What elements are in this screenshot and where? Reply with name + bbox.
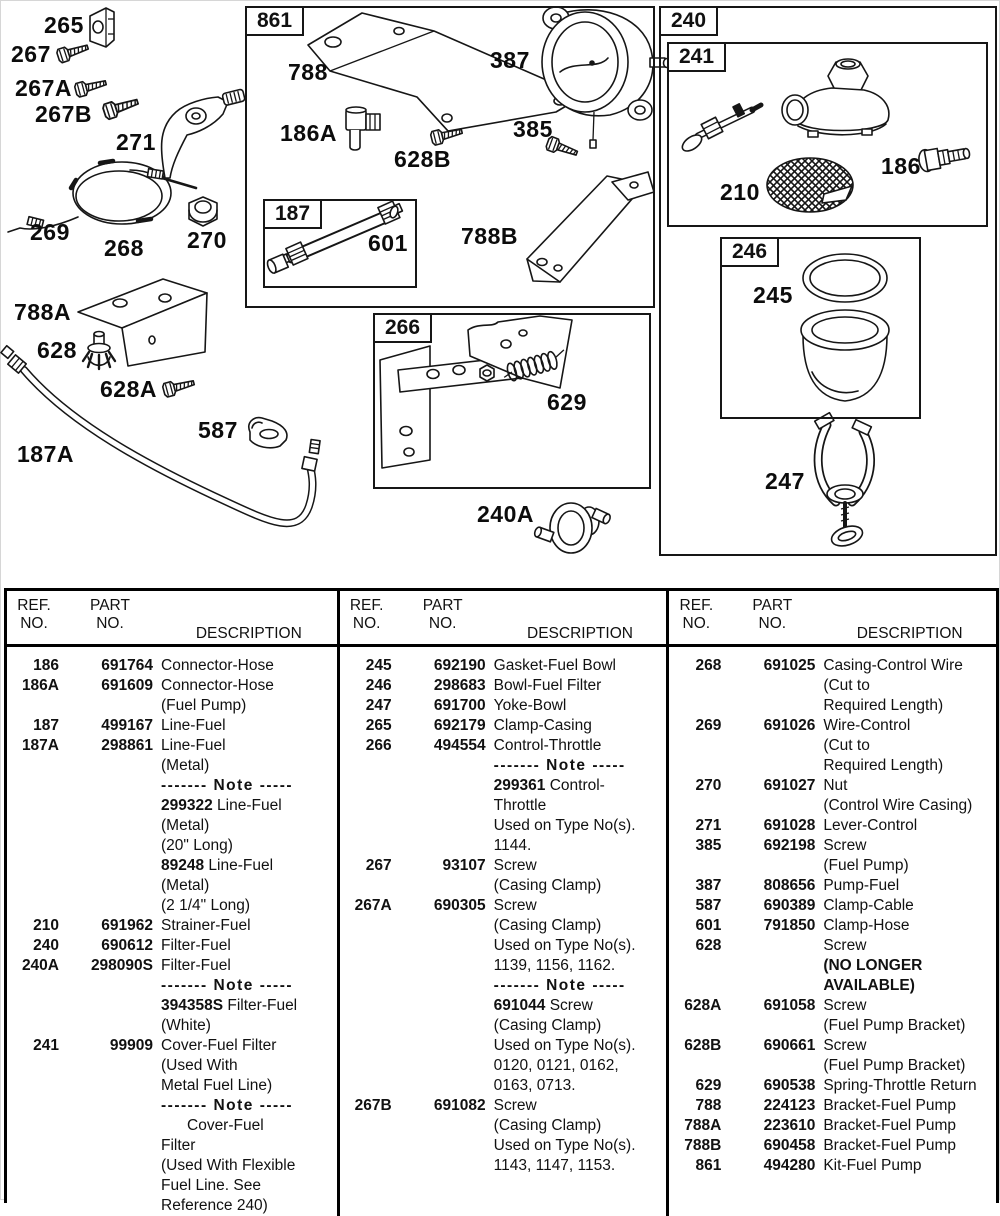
table-row: [671, 936, 996, 996]
part-no-header: PART NO.: [422, 597, 463, 632]
table-row: [671, 776, 996, 816]
callout-267B: 267B: [35, 101, 92, 127]
part-no-cell: 691764: [101, 657, 153, 674]
part-no-cell: 692198: [763, 837, 816, 854]
table-row: [342, 1096, 667, 1176]
description-cell: Spring-Throttle Return: [823, 1077, 977, 1094]
part-no-cell: 298090S: [90, 957, 153, 974]
region-label-246: 246: [720, 237, 779, 267]
callout-628B: 628B: [394, 146, 451, 172]
table-row: [671, 996, 996, 1036]
callout-387: 387: [490, 47, 530, 73]
ref-no-cell: 187: [33, 717, 59, 734]
ref-no-cell: 788A: [684, 1117, 722, 1134]
description-cell: Screw (Casing Clamp): [493, 857, 602, 894]
description-cell: Filter-Fuel: [161, 937, 231, 954]
callout-788: 788: [288, 59, 328, 85]
table-row: [671, 656, 996, 716]
part-267A-screw: [74, 76, 108, 98]
description-cell: Connector-Hose (Fuel Pump): [161, 677, 274, 714]
table-row: [342, 896, 667, 1096]
table-row: [342, 656, 667, 676]
region-label-241: 241: [667, 42, 726, 72]
callout-268: 268: [104, 235, 144, 261]
part-no-cell: 808656: [763, 877, 816, 894]
ref-no-cell: 246: [365, 677, 392, 694]
ref-no-cell: 267A: [354, 897, 392, 914]
part-no-cell: 93107: [442, 857, 486, 874]
description-cell: Lever-Control: [823, 817, 918, 834]
description-cell: Clamp-Casing: [493, 717, 592, 734]
description-cell: Clamp-Cable: [823, 897, 914, 914]
callout-628: 628: [37, 337, 77, 363]
table-row: [671, 1156, 996, 1176]
table-row: [671, 1136, 996, 1156]
table-row: [671, 836, 996, 876]
part-no-cell: 691025: [763, 657, 816, 674]
ref-no-cell: 187A: [21, 737, 59, 754]
description-cell: Screw (NO LONGER AVAILABLE): [823, 937, 923, 994]
callout-269: 269: [30, 219, 70, 245]
parts-table: [4, 588, 999, 1214]
ref-no-cell: 265: [365, 717, 392, 734]
part-no-header: PART NO.: [752, 597, 793, 632]
part-no-cell: 690458: [763, 1137, 816, 1154]
part-no-cell: [729, 936, 815, 996]
table-row: [9, 736, 337, 916]
ref-no-cell: 270: [695, 777, 722, 794]
callout-187A: 187A: [17, 441, 74, 467]
description-cell: Bracket-Fuel Pump: [823, 1117, 956, 1134]
part-no-cell: 691026: [763, 717, 816, 734]
callout-271: 271: [116, 129, 156, 155]
description-cell: Yoke-Bowl: [493, 697, 567, 714]
region-label-187: 187: [263, 199, 322, 229]
ref-no-cell: 186: [33, 657, 59, 674]
description-cell: Line-Fuel: [161, 717, 226, 734]
description-header: DESCRIPTION: [195, 625, 302, 642]
table-header: [669, 591, 996, 647]
description-cell: Strainer-Fuel: [161, 917, 251, 934]
table-body: [340, 647, 667, 1176]
table-row: [671, 876, 996, 896]
table-row: [9, 716, 337, 736]
ref-no-cell: 266: [365, 737, 392, 754]
description-cell: Kit-Fuel Pump: [823, 1157, 922, 1174]
ref-no-cell: 628A: [684, 997, 722, 1014]
ref-no-cell: 247: [365, 697, 392, 714]
callout-240A: 240A: [477, 501, 534, 527]
ref-no-cell: 587: [695, 897, 722, 914]
table-row: [671, 916, 996, 936]
table-row: [9, 956, 337, 1036]
part-no-cell: 692179: [433, 717, 486, 734]
ref-no-cell: 241: [33, 1037, 59, 1054]
ref-no-cell: 628B: [684, 1037, 722, 1054]
callout-186: 186: [881, 153, 921, 179]
part-628A-screw: [162, 376, 196, 398]
table-row: [671, 1116, 996, 1136]
part-no-cell: 692190: [433, 657, 486, 674]
region-label-266: 266: [373, 313, 432, 343]
ref-no-header: REF. NO.: [679, 597, 714, 632]
callout-587: 587: [198, 417, 238, 443]
part-no-cell: 223610: [763, 1117, 816, 1134]
diagram-region-266: [373, 313, 651, 489]
ref-no-cell: 271: [695, 817, 722, 834]
part-no-cell: 691027: [763, 777, 816, 794]
part-no-cell: 691082: [433, 1097, 486, 1114]
part-no-cell: 494554: [433, 737, 486, 754]
part-240A-fuel-filter: [533, 503, 611, 553]
part-267-screw: [56, 40, 90, 63]
table-row: [9, 676, 337, 716]
callout-788B: 788B: [461, 223, 518, 249]
description-cell: Wire-Control (Cut to Required Length): [823, 717, 944, 774]
part-no-cell: 99909: [109, 1037, 153, 1054]
ref-no-header: REF. NO.: [349, 597, 384, 632]
ref-no-cell: 788B: [684, 1137, 722, 1154]
part-no-cell: 690305: [433, 897, 486, 914]
description-cell: Pump-Fuel: [823, 877, 900, 894]
table-row: [9, 656, 337, 676]
part-no-cell: 691962: [101, 917, 153, 934]
table-row: [342, 676, 667, 696]
callout-628A: 628A: [100, 376, 157, 402]
part-no-cell: 690389: [763, 897, 816, 914]
part-no-cell: 690612: [101, 937, 153, 954]
ref-no-header: REF. NO.: [17, 597, 51, 632]
description-cell: Screw (Fuel Pump Bracket): [823, 997, 966, 1034]
description-header: DESCRIPTION: [527, 625, 633, 642]
part-no-cell: 690538: [763, 1077, 816, 1094]
table-row: [671, 1096, 996, 1116]
part-587-cable-clamp: [249, 418, 287, 448]
description-cell: Screw (Casing Clamp) Used on Type No(s). 1139, 1156, 1162. ------- Note ----- 691044 Screw (Casing Clamp) Used on Type No(s). 0120, 0121, 0162, 0163, 0713.: [493, 897, 636, 1094]
table-row: [671, 1076, 996, 1096]
part-no-cell: 298683: [433, 677, 486, 694]
callout-210: 210: [720, 179, 760, 205]
description-cell: Control-Throttle ------- Note ----- 299361 Control- Throttle Used on Type No(s). 1144.: [493, 737, 636, 854]
parts-table-column-1: [7, 591, 337, 1216]
part-628-screw: [83, 332, 115, 370]
table-row: [9, 1036, 337, 1216]
part-no-cell: 691609: [101, 677, 153, 694]
ref-no-cell: 240A: [21, 957, 59, 974]
table-row: [9, 936, 337, 956]
callout-267A: 267A: [15, 75, 72, 101]
description-cell: Cover-Fuel Filter (Used With Metal Fuel Line) ------- Note ----- Cover-Fuel Filter (Used With Flexible Fuel Line. See Reference 240): [161, 1037, 296, 1214]
fuel-system-parts-diagram: [0, 0, 1000, 585]
table-row: [342, 736, 667, 856]
part-267B-screw: [102, 94, 140, 120]
callout-265: 265: [44, 12, 84, 38]
part-no-cell: 691058: [763, 997, 816, 1014]
ref-no-cell: 210: [33, 917, 59, 934]
callout-788A: 788A: [14, 299, 71, 325]
description-cell: Filter-Fuel ------- Note ----- 394358S Filter-Fuel (White): [161, 957, 298, 1034]
table-row: [9, 916, 337, 936]
diagram-region-241: [667, 42, 988, 227]
table-row: [342, 716, 667, 736]
callout-186A: 186A: [280, 120, 337, 146]
part-no-cell: 224123: [763, 1097, 816, 1114]
description-cell: Nut (Control Wire Casing): [823, 777, 973, 814]
ref-no-cell: 267B: [354, 1097, 392, 1114]
table-row: [342, 696, 667, 716]
description-cell: Clamp-Hose: [823, 917, 910, 934]
table-row: [671, 1036, 996, 1076]
callout-601: 601: [368, 230, 408, 256]
description-cell: Gasket-Fuel Bowl: [493, 657, 616, 674]
ref-no-cell: 186A: [21, 677, 59, 694]
part-no-cell: 298861: [101, 737, 153, 754]
ref-no-cell: 628: [695, 937, 722, 954]
description-header: DESCRIPTION: [856, 625, 963, 642]
callout-245: 245: [753, 282, 793, 308]
part-271-control-lever: [162, 89, 246, 178]
description-cell: Connector-Hose: [161, 657, 274, 674]
description-cell: Bracket-Fuel Pump: [823, 1137, 956, 1154]
callout-629: 629: [547, 389, 587, 415]
table-body: [669, 647, 996, 1176]
table-row: [671, 816, 996, 836]
part-no-cell: 494280: [763, 1157, 816, 1174]
table-header: [7, 591, 337, 647]
description-cell: Screw (Casing Clamp) Used on Type No(s). 1143, 1147, 1153.: [493, 1097, 636, 1174]
part-no-cell: 791850: [763, 917, 816, 934]
part-no-header: PART NO.: [90, 597, 130, 632]
description-cell: Casing-Control Wire (Cut to Required Length): [823, 657, 963, 714]
ref-no-cell: 861: [695, 1157, 722, 1174]
description-cell: Line-Fuel (Metal) ------- Note ----- 299322 Line-Fuel (Metal) (20" Long) 89248 Line-Fuel (Metal) (2 1/4" Long): [161, 737, 294, 914]
diagram-region-246: [720, 237, 921, 419]
ref-no-cell: 629: [695, 1077, 722, 1094]
region-label-240: 240: [659, 6, 718, 36]
description-cell: Bracket-Fuel Pump: [823, 1097, 956, 1114]
ref-no-cell: 245: [365, 657, 392, 674]
part-no-cell: 690661: [763, 1037, 816, 1054]
parts-table-column-2: [337, 591, 667, 1216]
part-no-cell: 691028: [763, 817, 816, 834]
description-cell: Bowl-Fuel Filter: [493, 677, 602, 694]
table-row: [671, 896, 996, 916]
description-cell: Screw (Fuel Pump): [823, 837, 909, 874]
ref-no-cell: 269: [695, 717, 722, 734]
table-row: [671, 716, 996, 776]
parts-table-column-3: [666, 591, 996, 1216]
part-no-cell: 691700: [433, 697, 486, 714]
part-no-cell: 499167: [101, 717, 153, 734]
ref-no-cell: 385: [695, 837, 722, 854]
part-265-casing-clamp: [90, 8, 114, 47]
ref-no-cell: 387: [695, 877, 722, 894]
ref-no-cell: 788: [695, 1097, 722, 1114]
table-body: [7, 647, 337, 1216]
ref-no-cell: 267: [365, 857, 392, 874]
description-cell: Screw (Fuel Pump Bracket): [823, 1037, 966, 1074]
ref-no-cell: 601: [695, 917, 722, 934]
part-270-nut: [189, 197, 217, 226]
table-header: [340, 591, 667, 647]
callout-267: 267: [11, 41, 51, 67]
ref-no-cell: 268: [695, 657, 722, 674]
callout-385: 385: [513, 116, 553, 142]
table-row: [342, 856, 667, 896]
region-label-861: 861: [245, 6, 304, 36]
callout-270: 270: [187, 227, 227, 253]
ref-no-cell: 240: [33, 937, 59, 954]
callout-247: 247: [765, 468, 805, 494]
